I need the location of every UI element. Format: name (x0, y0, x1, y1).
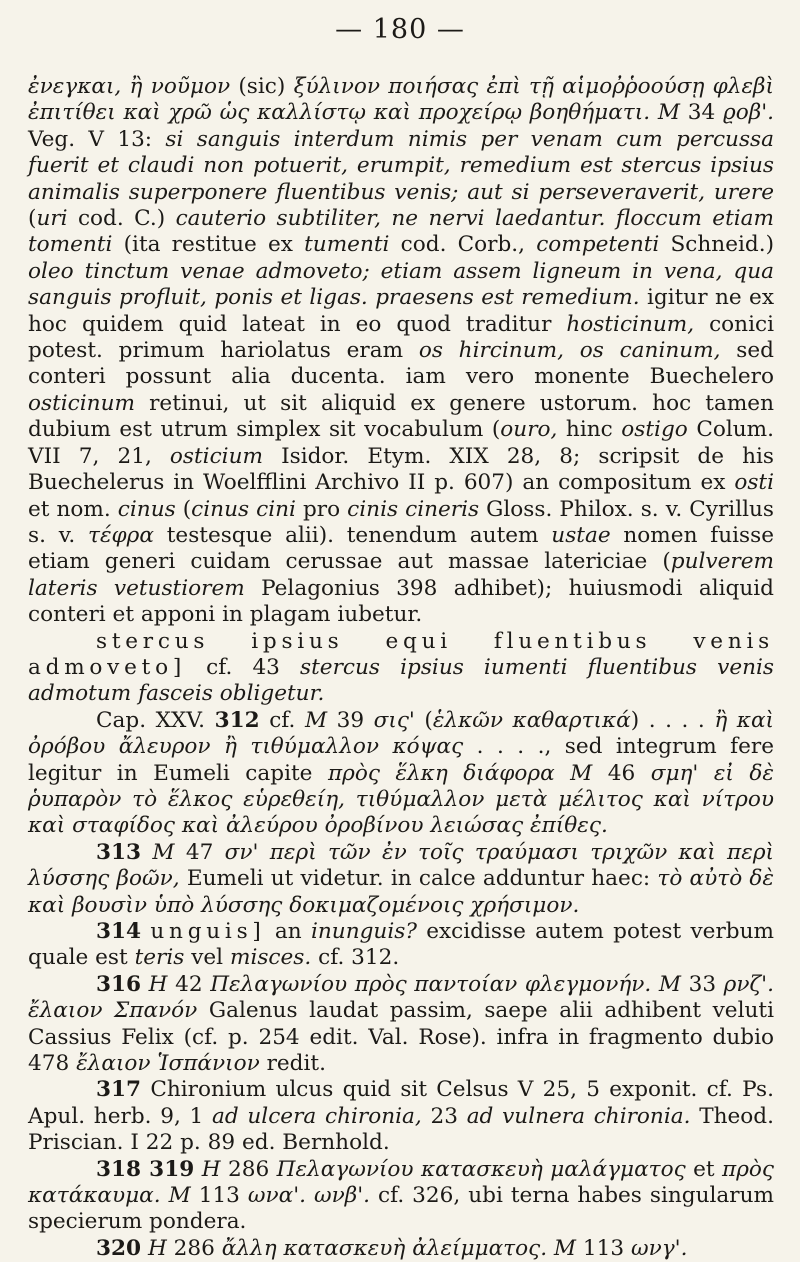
text-run: ( (28, 206, 37, 232)
text-run: excidisse autem potest verbum quale est (28, 919, 774, 971)
italic-text: ἑλκῶν καθαρτικά (432, 707, 631, 733)
italic-text: hosticinum, (566, 311, 695, 337)
text-run: 33 (680, 971, 724, 997)
note-number: 312 (214, 707, 260, 733)
italic-text: ad ulcera chironia, (211, 1103, 422, 1129)
lemma-text: stercus ipsius equi fluentibus venis admoveto] (28, 628, 774, 680)
text-run: Gloss. Philox. s. v. Cyrillus s. v. (28, 496, 774, 548)
italic-text: osti (734, 470, 774, 496)
text-run: et (685, 1156, 723, 1182)
italic-text: τὸ αὐτὸ δὲ καὶ βουσὶν ὑπὸ λύσσης δοκιμαζομένοις χρήσιμον. (28, 866, 775, 918)
italic-text: stercus ipsius iumenti fluentibus venis admotum fasceis obligetur. (28, 654, 774, 707)
italic-text: σμη' εἰ δὲ ῥυπαρὸν τὸ ἕλκος εὑρεθείη, τιθύμαλλον μετὰ μέλιτος καὶ νίτρου καὶ σταφίδος καὶ ἀλεύρου ὀροβίνου λειώσας ἐπίθες. (28, 760, 774, 839)
italic-text: σν' περὶ τῶν ἐν τοῖς τραύμασι τριχῶν καὶ περὶ λύσσης βοῶν, (28, 839, 774, 892)
text-run: cf. 326, ubi terna habes singularum specierum pondera. (28, 1183, 774, 1235)
italic-text: oleo tinctum venae admoveto; etiam assem ligneum in vena, qua sanguis profluit, ponis et ligas. praesens est remedium. (28, 258, 774, 311)
italic-text: πρὸς κατάκαυμα. M (28, 1156, 774, 1209)
text-run: igitur ne ex hoc quidem quid lateat in eo quod traditur (28, 285, 775, 337)
italic-text: ad vulnera chironia. (466, 1103, 691, 1129)
italic-text: H (147, 1235, 167, 1261)
italic-text: ostigo (621, 417, 688, 443)
text-run: 47 (174, 839, 225, 865)
paragraph (28, 919, 774, 972)
text-run: (ita restitue ex (112, 232, 305, 258)
italic-text: uri (36, 206, 68, 232)
italic-text: ἐνεγκαι, ἢ νοῦμον (28, 74, 231, 99)
italic-text: os hircinum, os caninum, (418, 338, 721, 364)
italic-text: H (201, 1156, 221, 1182)
text-run (194, 1157, 201, 1182)
text-run: hinc (557, 417, 622, 443)
text-run: (sic) (230, 74, 294, 99)
lemma-text: unguis] (150, 919, 266, 944)
italic-text: cinus (117, 496, 176, 522)
note-number: 318 319 (96, 1156, 195, 1182)
text-run: Cap. XXV. (96, 707, 215, 733)
text-run: cod. C.) (67, 206, 176, 232)
italic-text: osticium (169, 443, 263, 469)
text-run: 113 (190, 1183, 248, 1209)
note-number: 316 (96, 971, 142, 997)
text-run: an (265, 919, 311, 944)
italic-text: M (657, 100, 680, 126)
text-run: Isidor. Etym. XIX 28, 8; scripsit de his Buechelerus in Woelfflini Archivo II p. 607) an compositum ex (28, 443, 774, 496)
text-run (141, 972, 149, 997)
text-run: redit. (259, 1051, 326, 1077)
italic-text: inunguis? (310, 919, 417, 944)
italic-text: cinis cineris (347, 496, 480, 522)
text-run: Pelagonius 398 adhibet); huiusmodi aliquid conteri et apponi in plagam iubetur. (28, 575, 774, 628)
text-run: ) . . . . (630, 707, 715, 733)
italic-text: ρνζ'. ἔλαιον Σπανόν (28, 971, 774, 1024)
text-run: cod. Corb., (389, 232, 537, 258)
italic-text: M (304, 707, 328, 733)
italic-text: M (152, 839, 175, 865)
text-run: 34 (679, 100, 724, 126)
italic-text: si sanguis interdum nimis per venam cum percussa fuerit et claudi non potuerit, erumpit, remedium est stercus ipsius animalis superponere fluentibus venis; aut si perseveraverit, urere (28, 126, 774, 205)
text-run: ( (414, 707, 433, 733)
italic-text: τέφρα (88, 522, 154, 548)
text-run: pro (295, 496, 348, 522)
text-run: sed conteri possunt alia ducenta. iam vero monente Buechelero (28, 338, 774, 390)
text-run (141, 840, 152, 865)
italic-text: misces. (229, 945, 312, 971)
note-number: 314 (96, 919, 142, 944)
paragraph (28, 74, 774, 629)
italic-text: H (148, 971, 168, 997)
paragraph (28, 708, 774, 840)
text-run: cf. (259, 707, 305, 733)
note-number: 320 (96, 1235, 142, 1261)
italic-text: Πελαγωνίου πρὸς παντοίαν φλεγμονήν. M (210, 971, 681, 997)
text-run: Schneid.) (659, 232, 774, 258)
text-body (28, 74, 774, 1262)
text-run: 113 (576, 1235, 631, 1261)
text-run: 46 (592, 760, 651, 786)
italic-text: ἔλαιον Ἱσπάνιον (76, 1051, 260, 1077)
italic-text: pulverem lateris vetustiorem (28, 549, 774, 601)
text-run (650, 100, 658, 125)
text-run: 286 (166, 1235, 222, 1261)
italic-text: ustae (551, 522, 611, 548)
italic-text: ωνα'. ωνβ'. (247, 1183, 371, 1209)
italic-text: competenti (536, 232, 660, 258)
italic-text: ouro, (500, 417, 558, 443)
italic-text: cinus cini (191, 496, 296, 522)
italic-text: teris (134, 945, 185, 971)
paragraph (28, 629, 774, 708)
text-run (141, 919, 150, 944)
italic-text: ξύλινον ποιήσας ἐπὶ τῇ αἱμοῤῥοούσῃ φλεβὶ ἐπιτίθει καὶ χρῶ ὡς καλλίστῳ καὶ προχείρῳ βοηθήματι. (28, 74, 775, 126)
paragraph (28, 1236, 774, 1262)
paragraph (28, 840, 774, 919)
text-run: testesque alii). tenendum autem (153, 522, 552, 548)
italic-text: ἄλλη κατασκευὴ ἀλείμματος. M (221, 1235, 577, 1261)
text-run: Colum. VII 7, 21, (28, 417, 775, 469)
text-run: 286 (220, 1156, 277, 1182)
text-run (141, 1236, 148, 1261)
italic-text: ἢ καὶ ὀρόβου ἄλευρον ἢ τιθύμαλλον κόψας (28, 707, 774, 760)
italic-text: Πελαγωνίου κατασκευὴ μαλάγματος (276, 1156, 686, 1182)
text-run: vel (184, 945, 230, 971)
paragraph (28, 1077, 774, 1156)
note-number: 313 (96, 839, 142, 865)
text-run: cf. 43 (186, 654, 301, 680)
text-run: conici potest. primum hariolatus eram (28, 311, 774, 364)
text-run: ( (175, 496, 192, 522)
paragraph (28, 1157, 774, 1236)
italic-text: osticinum (28, 390, 135, 416)
text-run: retinui, ut sit aliquid ex genere ustorum. hoc tamen dubium est utrum simplex sit vocabulum ( (28, 390, 774, 443)
text-run: Veg. V 13: (28, 126, 166, 152)
italic-text: σις' (373, 707, 415, 733)
note-number: 317 (96, 1077, 142, 1103)
text-run: . . . ., sed integrum fere legitur in Eumeli capite (28, 734, 774, 786)
paragraph (28, 972, 774, 1078)
italic-text: cauterio subtiliter, ne nervi laedantur. floccum etiam tomenti (28, 206, 774, 258)
italic-text: tumenti (304, 232, 390, 258)
text-run: 39 (327, 707, 374, 733)
text-run: Galenus laudat passim, saepe alii adhibent veluti Cassius Felix (cf. p. 254 edit. Val. Rose). infra in fragmento dubio 478 (28, 998, 774, 1077)
text-run: cf. 312. (311, 945, 400, 971)
text-run: Eumeli ut videtur. in calce adduntur haec: (179, 866, 658, 892)
text-run: 42 (167, 971, 211, 997)
page-number: — 180 — (335, 14, 465, 45)
italic-text: ϱοβ'. (723, 100, 774, 126)
text-run: 23 (421, 1103, 467, 1129)
italic-text: ωνγ'. (631, 1235, 688, 1261)
text-run: Theod. Priscian. I 22 p. 89 ed. Bernhold. (28, 1103, 774, 1156)
text-run: Chironium ulcus quid sit Celsus V 25, 5 exponit. cf. Ps. Apul. herb. 9, 1 (28, 1077, 774, 1129)
text-run: et nom. (28, 496, 118, 522)
italic-text: πρὸς ἕλκη διάφορα M (327, 760, 593, 786)
text-run: nomen fuisse etiam generi cuidam cerussae aut massae latericiae ( (28, 522, 775, 575)
